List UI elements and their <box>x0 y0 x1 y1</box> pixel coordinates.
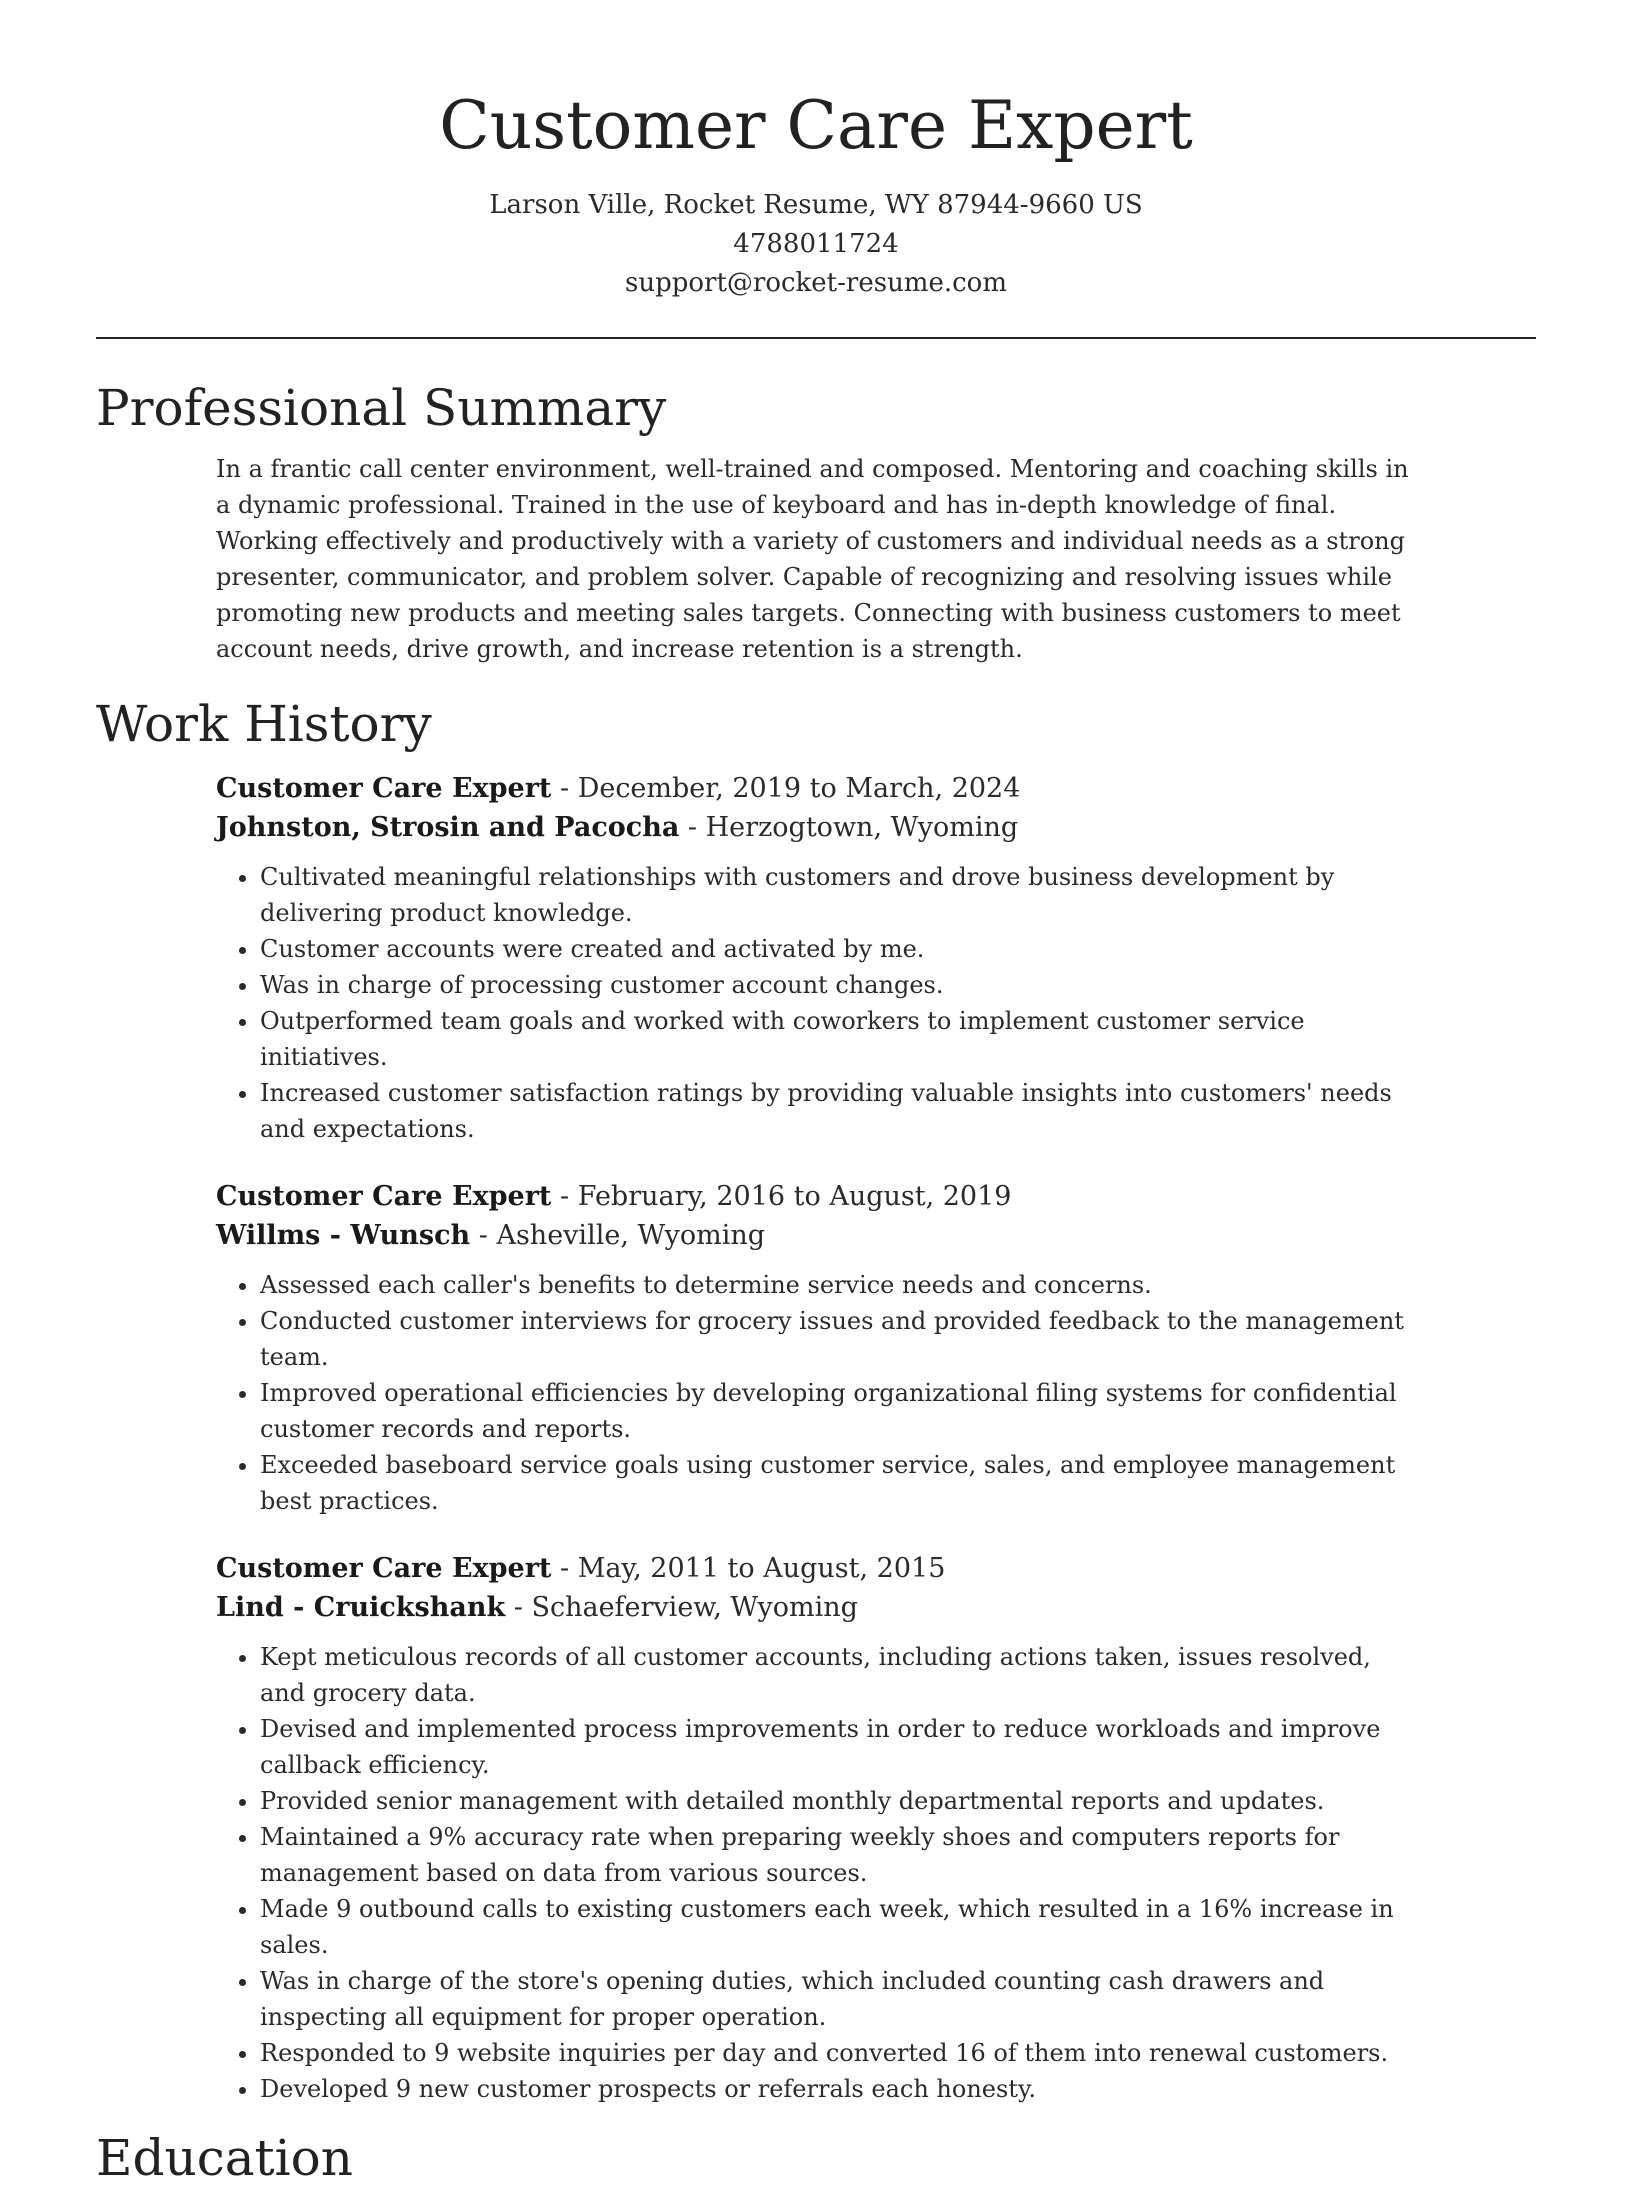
separator: - <box>551 1553 578 1584</box>
job-bullet: • Conducted customer interviews for grocery issues and provided feedback to the management team. <box>260 1303 1416 1375</box>
separator: - <box>551 773 578 804</box>
job-title-line <box>216 769 1416 808</box>
job-location: Herzogtown, Wyoming <box>705 812 1019 843</box>
job-bullet: • Maintained a 9% accuracy rate when preparing weekly shoes and computers reports for management based on data from various sources. <box>260 1819 1416 1891</box>
job-bullets <box>216 1639 1416 2107</box>
job-bullet: • Kept meticulous records of all customer accounts, including actions taken, issues resolved, and grocery data. <box>260 1639 1416 1711</box>
resume-header <box>96 0 1536 303</box>
job-bullet: • Cultivated meaningful relationships with customers and drove business development by delivering product knowledge. <box>260 859 1416 931</box>
section-title-summary: Professional Summary <box>96 379 667 437</box>
job-company-line <box>216 1588 1416 1627</box>
job-bullet: • Was in charge of the store's opening duties, which included counting cash drawers and inspecting all equipment for proper operation. <box>260 1963 1416 2035</box>
job-bullet: • Provided senior management with detailed monthly departmental reports and updates. <box>260 1783 1416 1819</box>
job-entry <box>216 1177 1416 1519</box>
job-bullet: • Customer accounts were created and activated by me. <box>260 931 1416 967</box>
contact-address: Larson Ville, Rocket Resume, WY 87944-9660 US <box>489 190 1143 220</box>
job-company: Johnston, Strosin and Pacocha <box>216 812 680 843</box>
separator: - <box>551 1181 578 1212</box>
summary-text: In a frantic call center environment, well-trained and composed. Mentoring and coaching skills in a dynamic professional. Trained in the use of keyboard and has in-depth knowledge of final. Working effectively and productively with a variety of customers and individual needs as a strong presenter, communicator, and problem solver. Capable of recognizing and resolving issues while promoting new products and meeting sales targets. Connecting with business customers to meet account needs, drive growth, and increase retention is a strength. <box>216 455 1409 663</box>
job-entry <box>216 1549 1416 2107</box>
job-bullet: • Outperformed team goals and worked with coworkers to implement customer service initiatives. <box>260 1003 1416 1075</box>
job-bullet: • Made 9 outbound calls to existing customers each week, which resulted in a 16% increase in sales. <box>260 1891 1416 1963</box>
job-bullet: • Assessed each caller's benefits to determine service needs and concerns. <box>260 1267 1416 1303</box>
section-title-education: Education <box>96 2129 353 2187</box>
job-bullets <box>216 859 1416 1147</box>
job-company-line <box>216 808 1416 847</box>
job-bullet: • Devised and implemented process improvements in order to reduce workloads and improve callback efficiency. <box>260 1711 1416 1783</box>
job-bullet: • Responded to 9 website inquiries per day and converted 16 of them into renewal customers. <box>260 2035 1416 2071</box>
job-bullet: • Developed 9 new customer prospects or referrals each honesty. <box>260 2071 1416 2107</box>
separator: - <box>470 1220 497 1251</box>
job-location: Asheville, Wyoming <box>496 1220 766 1251</box>
resume-page <box>96 0 1536 2189</box>
contact-info <box>96 186 1536 303</box>
contact-phone: 4788011724 <box>733 229 899 259</box>
job-title-line <box>216 1177 1416 1216</box>
job-dates: February, 2016 to August, 2019 <box>577 1181 1012 1212</box>
job-dates: May, 2011 to August, 2015 <box>577 1553 946 1584</box>
job-location: Schaeferview, Wyoming <box>531 1592 858 1623</box>
header-divider <box>96 337 1536 339</box>
job-dates: December, 2019 to March, 2024 <box>577 773 1021 804</box>
job-company: Lind - Cruickshank <box>216 1592 506 1623</box>
job-title-line <box>216 1549 1416 1588</box>
job-company-line <box>216 1216 1416 1255</box>
work-history-list <box>96 769 1416 2107</box>
candidate-name: Customer Care Expert <box>439 87 1193 164</box>
job-bullet: • Exceeded baseboard service goals using customer service, sales, and employee management best practices. <box>260 1447 1416 1519</box>
job-bullet: • Increased customer satisfaction ratings by providing valuable insights into customers' needs and expectations. <box>260 1075 1416 1147</box>
section-title-work-history: Work History <box>96 695 432 753</box>
job-position: Customer Care Expert <box>216 1553 552 1584</box>
contact-email: support@rocket-resume.com <box>624 268 1007 298</box>
job-entry <box>216 769 1416 1147</box>
job-company: Willms - Wunsch <box>216 1220 471 1251</box>
job-position: Customer Care Expert <box>216 1181 552 1212</box>
job-position: Customer Care Expert <box>216 773 552 804</box>
job-bullet: • Was in charge of processing customer account changes. <box>260 967 1416 1003</box>
separator: - <box>679 812 706 843</box>
separator: - <box>505 1592 532 1623</box>
job-bullets <box>216 1267 1416 1519</box>
job-bullet: • Improved operational efficiencies by developing organizational filing systems for confidential customer records and reports. <box>260 1375 1416 1447</box>
